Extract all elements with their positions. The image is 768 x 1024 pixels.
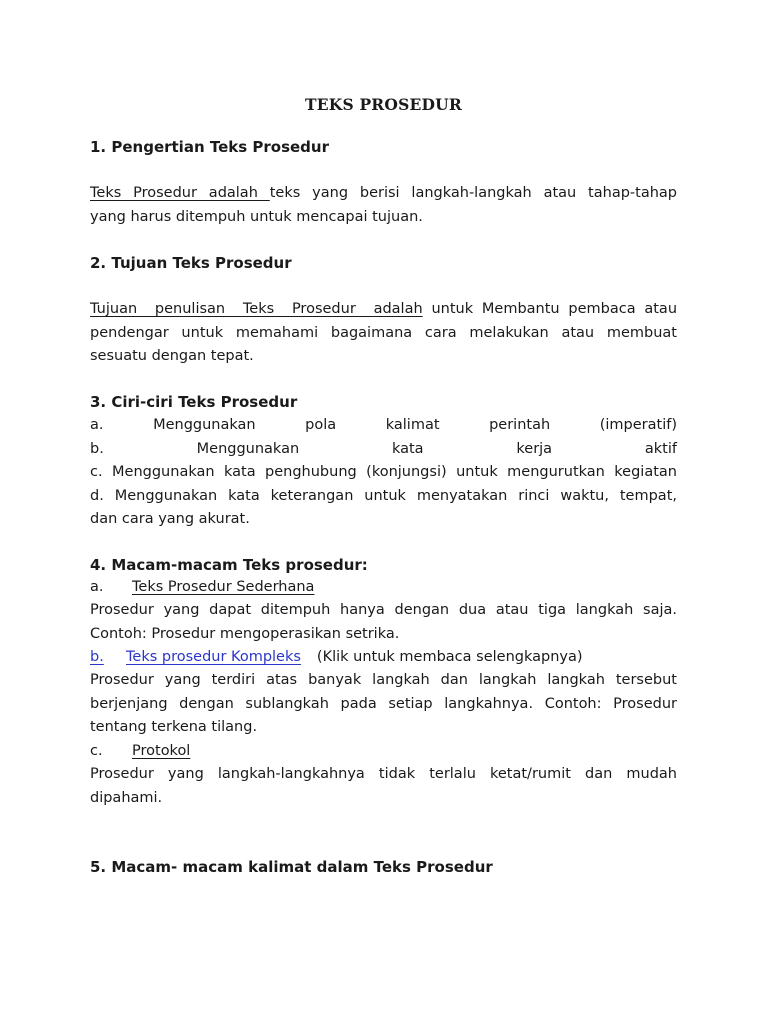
paragraph-line: berjenjang dengan sublangkah pada setiap langkahnya. Contoh: Prosedur xyxy=(90,695,677,712)
type-c-marker: c. xyxy=(90,743,103,759)
section-3-heading: 3. Ciri-ciri Teks Prosedur xyxy=(90,393,298,411)
list-item: b. Menggunakan kata kerja aktif xyxy=(90,440,677,457)
underlined-lead: Tujuan penulisan Teks Prosedur adalah xyxy=(90,301,423,317)
line-text: teks yang berisi langkah-langkah atau tahap-tahap xyxy=(269,185,677,201)
list-item: d. Menggunakan kata keterangan untuk menyatakan rinci waktu, tempat, xyxy=(90,487,677,504)
paragraph-line: yang harus ditempuh untuk mencapai tujuan. xyxy=(90,208,423,225)
paragraph-line: Prosedur yang dapat ditempuh hanya dengan dua atau tiga langkah saja. xyxy=(90,602,677,618)
document-title: TEKS PROSEDUR xyxy=(305,95,462,114)
type-c-row xyxy=(90,740,677,764)
paragraph-line xyxy=(90,298,677,322)
section-2-heading: 2. Tujuan Teks Prosedur xyxy=(90,254,292,272)
underlined-lead: Teks Prosedur adalah xyxy=(90,185,270,201)
list-item: c. Menggunakan kata penghubung (konjungsi) untuk mengurutkan kegiatan xyxy=(90,464,677,480)
section-5-heading: 5. Macam- macam kalimat dalam Teks Prosedur xyxy=(90,858,493,876)
paragraph-line: Prosedur yang langkah-langkahnya tidak terlalu ketat/rumit dan mudah xyxy=(90,766,677,782)
document-page xyxy=(90,0,677,1024)
paragraph-line: tentang terkena tilang. xyxy=(90,719,258,735)
line-text: untuk Membantu pembaca atau xyxy=(431,301,678,317)
type-a-description xyxy=(90,599,677,646)
read-more-note: (Klik untuk membaca selengkapnya) xyxy=(316,649,583,665)
type-c-description xyxy=(90,763,677,810)
list-item: dan cara yang akurat. xyxy=(90,511,250,527)
paragraph-line: dipahami. xyxy=(90,789,163,806)
section-4-heading: 4. Macam-macam Teks prosedur: xyxy=(90,556,368,574)
paragraph-line: Contoh: Prosedur mengoperasikan setrika. xyxy=(90,625,400,642)
type-b-row xyxy=(90,646,677,670)
type-b-link[interactable]: Teks prosedur Kompleks xyxy=(126,649,301,665)
type-a-label: Teks Prosedur Sederhana xyxy=(132,579,315,595)
section-1-paragraph xyxy=(90,182,677,229)
paragraph-line: pendengar untuk memahami bagaimana cara melakukan atau membuat xyxy=(90,324,677,341)
type-b-marker-link[interactable]: b. xyxy=(90,649,104,665)
paragraph-line: sesuatu dengan tepat. xyxy=(90,348,254,364)
type-a-row xyxy=(90,576,677,600)
paragraph-line xyxy=(90,182,677,206)
section-2-paragraph xyxy=(90,298,677,369)
section-1-heading: 1. Pengertian Teks Prosedur xyxy=(90,138,329,156)
type-c-label: Protokol xyxy=(132,743,191,759)
type-b-description xyxy=(90,669,677,740)
section-3-list xyxy=(90,414,677,532)
list-item: a. Menggunakan pola kalimat perintah (imperatif) xyxy=(90,417,677,433)
paragraph-line: Prosedur yang terdiri atas banyak langkah dan langkah langkah tersebut xyxy=(90,672,677,688)
type-a-marker: a. xyxy=(90,579,104,595)
